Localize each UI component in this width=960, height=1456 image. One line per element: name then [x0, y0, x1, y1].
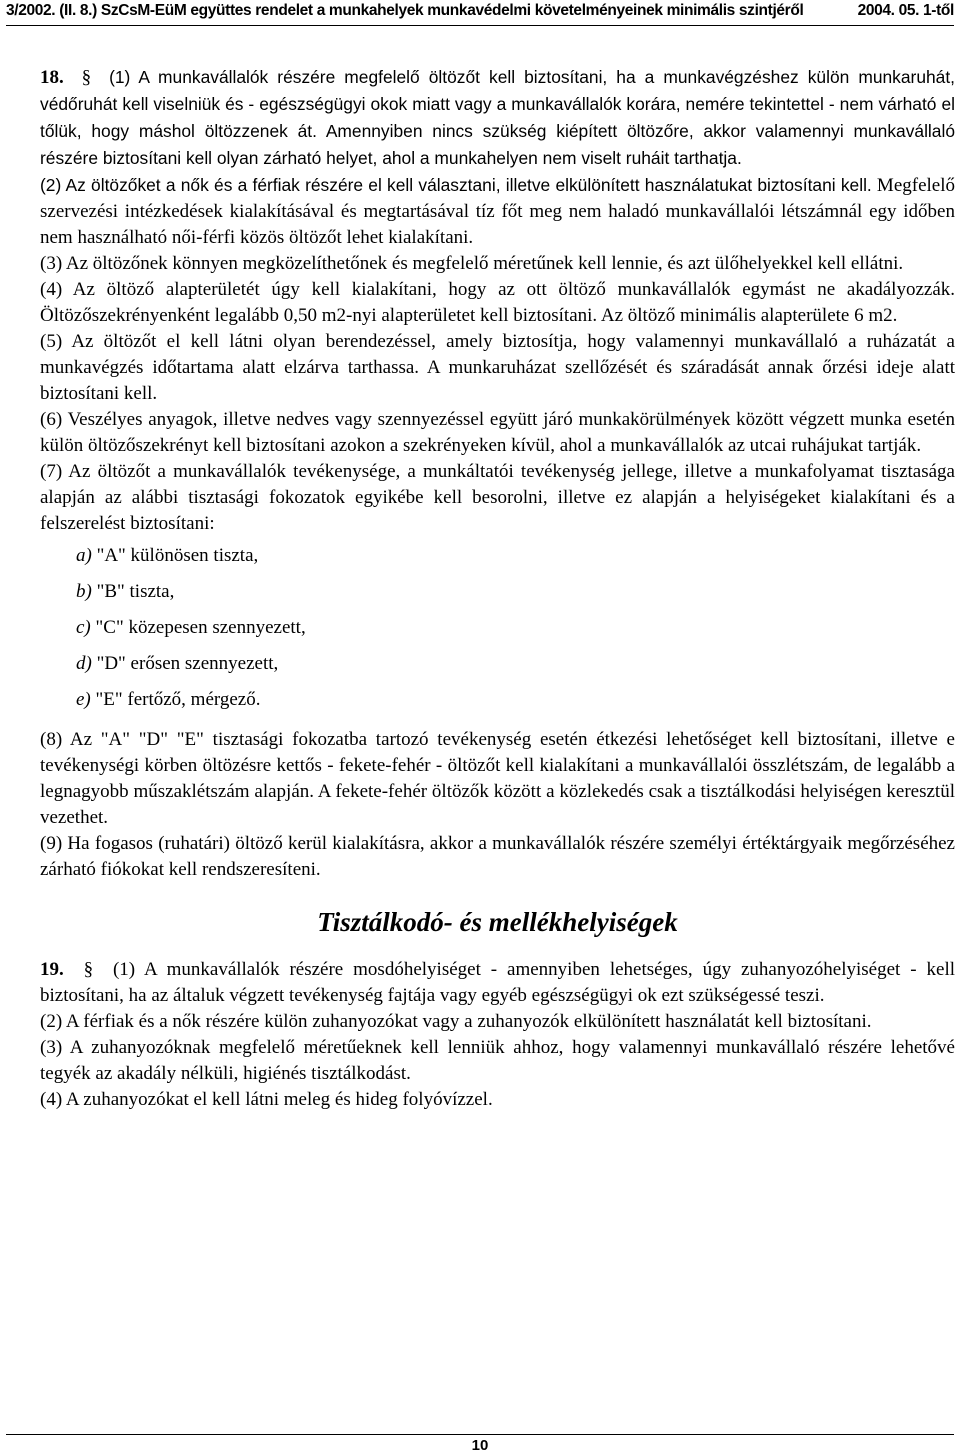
list-marker: e) [76, 689, 91, 710]
s18-paragraph-7: (7) Az öltözőt a munkavállalók tevékenysége, a munkáltatói tevékenység jellege, illetve a munkafolyamat tisztasága alapján az alábbi tisztasági fokozatok egyikébe kell besorolni, illetve ez alapján a helyiségeket kialakítani és a felszerelést biztosítani: [40, 461, 955, 534]
section-heading: Tisztálkodó- és mellékhelyiségek [317, 907, 678, 937]
s18-paragraph-8: (8) Az "A" "D" "E" tisztasági fokozatba tartozó tevékenység esetén étkezési lehetőséget kell biztosítani, illetve e tevékenységi körben öltözésre kettős - fekete-fehér - öltözőt kell kialakítani a munkavállalói összlétszám, de legalább a legnagyobb műszaklétszám alapján. A fekete-fehér öltözők között a közlekedés csak a tisztálkodási helyiségen keresztül vezethet. [40, 729, 955, 828]
section-sign: § [81, 67, 92, 88]
s19-paragraph-4: (4) A zuhanyozókat el kell látni meleg és hideg folyóvízzel. [40, 1089, 493, 1110]
s19-paragraph-1 [40, 957, 955, 1009]
section-number: 19. [40, 959, 64, 980]
list-item [76, 543, 955, 579]
running-header [6, 0, 954, 22]
s18-p2-text-b: Megfelelő szervezési intézkedések kialakításával és megtartásával tíz főt meg nem haladó munkavállalói létszámnál egy időben nem használható női-férfi közös öltözőt lehet kialakítani. [40, 175, 956, 248]
s19-paragraph-3: (3) A zuhanyozóknak megfelelő méretűeknek kell lenniük ahhoz, hogy valamennyi munkavállaló részére lehetővé tegyék az akadály nélküli, higiénés tisztálkodást. [40, 1037, 955, 1084]
list-text: "C" közepesen szennyezett, [90, 617, 306, 638]
list-marker: c) [76, 617, 91, 638]
s18-p1-text-a: (1) A munkavállalók részére megfelelő öltözőt kell biztosítani, ha a munkavégzéshez külön munkaruhát, védőruhát kell viselniük és - egészségügyi okok miatt vagy a munkavállalók korára, nemére tekintettel - nem várható el tőlük, hogy máshol öltözzenek át. [40, 67, 956, 141]
s19-paragraph-2: (2) A férfiak és a nők részére külön zuhanyozókat vagy a zuhanyozók elkülönített használatát kell biztosítani. [40, 1011, 872, 1032]
list-text: "B" tiszta, [91, 581, 175, 602]
header-date: 2004. 05. 1-től [857, 2, 954, 19]
document-body [40, 64, 955, 1113]
list-marker: a) [76, 545, 92, 566]
list-marker: d) [76, 653, 92, 674]
list-item [76, 579, 955, 615]
s18-paragraph-4: (4) Az öltöző alapterületét úgy kell kialakítani, hogy az ott öltöző munkavállalók egymást ne akadályozzák. Öltözőszekrényenként legalább 0,50 m2-nyi alapterületet kell biztosítani. Az öltöző minimális alapterülete 6 m2. [40, 279, 955, 326]
section-sign: § [83, 959, 94, 980]
page-number: 10 [471, 1437, 489, 1454]
header-title: 3/2002. (II. 8.) SzCsM-EüM együttes rendelet a munkahelyek munkavédelmi követelményeinek minimális szintjéről [6, 2, 804, 19]
s19-p1-text: (1) A munkavállalók részére mosdóhelyiséget - amennyiben lehetséges, úgy zuhanyozóhelyiséget - kell biztosítani, ha az általuk végzett tevékenység fajtája vagy egyéb egészségügyi ok ezt szükségessé teszi. [40, 959, 956, 1006]
list-text: "E" fertőző, mérgező. [90, 689, 261, 710]
s18-paragraph-1 [40, 64, 955, 172]
s18-p2-text-a: (2) Az öltözőket a nők és a férfiak részére el kell választani, illetve elkülönített használatukat biztosítani kell. [40, 175, 872, 195]
s18-paragraph-9: (9) Ha fogasos (ruhatári) öltöző kerül kialakításra, akkor a munkavállalók részére személyi értéktárgyaik megőrzéséhez zárható fiókokat kell rendszeresíteni. [40, 833, 955, 880]
list-item [76, 651, 955, 687]
footer-rule [6, 1434, 954, 1435]
list-text: "D" erősen szennyezett, [91, 653, 279, 674]
list-text: "A" különösen tiszta, [91, 545, 259, 566]
s18-paragraph-3: (3) Az öltözőnek könnyen megközelíthetőnek és megfelelő méretűnek kell lennie, és azt ülőhelyekkel kell ellátni. [40, 253, 904, 274]
list-item [76, 687, 955, 723]
list-item [76, 615, 955, 651]
cleanliness-grade-list [76, 543, 955, 723]
s18-paragraph-5: (5) Az öltözőt el kell látni olyan berendezéssel, amely biztosítja, hogy valamennyi munkavállaló a ruházatát a munkavégzés időtartama alatt elzárva tarthassa. A munkaruházat szellőzését és száradását annak őrzési ideje alatt biztosítani kell. [40, 331, 955, 404]
section-number: 18. [40, 67, 64, 88]
s18-p1-text-b: Amennyiben nincs szükség kiépített öltözőre, akkor valamennyi munkavállaló részére biztosítani kell olyan zárható helyet, ahol a munkahelyen nem viselt ruháit tarthatja. [40, 121, 956, 168]
header-rule [6, 25, 954, 26]
s18-paragraph-2 [40, 172, 955, 251]
s18-paragraph-6: (6) Veszélyes anyagok, illetve nedves vagy szennyezéssel együtt járó munkakörülmények között végzett munka esetén külön öltözőszekrényt kell biztosítani azokon a szekrényeken kívül, ahol a munkavállalók az utcai ruhájukat tartják. [40, 409, 955, 456]
list-marker: b) [76, 581, 92, 602]
